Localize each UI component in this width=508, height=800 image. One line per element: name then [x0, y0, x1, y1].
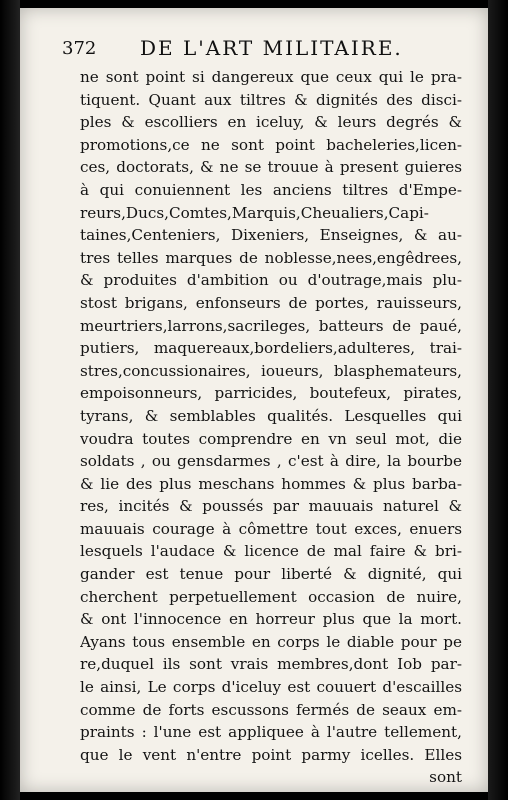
text-line: gander est tenue pour liberté & dignité, qui [80, 565, 462, 584]
text-line: lesquels l'audace & licence de mal faire & bri- [80, 542, 462, 561]
text-line: putiers, maquereaux,bordeliers,adulteres, trai- [80, 339, 462, 358]
text-line: praints : l'une est appliquee à l'autre tellement, [80, 723, 462, 742]
text-line: reurs,Ducs,Comtes,Marquis,Cheualiers,Capi- [80, 203, 429, 222]
book-gutter-shadow [0, 0, 20, 800]
text-line: ples & escolliers en iceluy, & leurs degrés & [80, 113, 462, 132]
text-line: res, incités & poussés par mauuais naturel & [80, 497, 462, 516]
catchword: sont [429, 768, 462, 787]
text-line: Ayans tous ensemble en corps le diable pour pe [80, 632, 462, 651]
text-line: ne sont point si dangereux que ceux qui le pra- [80, 68, 462, 86]
body-text [80, 66, 462, 788]
text-line: ces, doctorats, & ne se trouue à present guieres [80, 158, 462, 177]
text-line: le ainsi, Le corps d'iceluy est couuert d'escailles [80, 678, 462, 697]
page-edge-shadow [488, 0, 508, 800]
text-line: re,duquel ils sont vrais membres,dont Iob par- [80, 655, 462, 674]
text-line: à qui conuiennent les anciens tiltres d'Empe- [80, 180, 462, 199]
text-line: meurtriers,larrons,sacrileges, batteurs de paué, [80, 316, 462, 335]
page-header [62, 36, 462, 60]
text-line: promotions,ce ne sont point bacheleries,licen- [80, 135, 462, 154]
text-line: comme de forts escussons fermés de seaux em- [80, 700, 462, 719]
text-line: tres telles marques de noblesse,nees,engêdrees, [80, 248, 462, 267]
text-line: cherchent perpetuellement occasion de nuire, [80, 587, 462, 606]
text-line: & ont l'innocence en horreur plus que la mort. [80, 610, 462, 629]
text-line: que le vent n'entre point parmy icelles. Elles [80, 745, 462, 764]
book-page [20, 8, 488, 792]
text-line: taines,Centeniers, Dixeniers, Enseignes, & au- [80, 226, 462, 245]
text-line: tiquent. Quant aux tiltres & dignités des disci- [80, 90, 462, 109]
text-line: stres,concussionaires, ioueurs, blasphemateurs, [80, 361, 462, 380]
text-line: voudra toutes comprendre en vn seul mot, die [80, 429, 462, 448]
page-number: 372 [62, 38, 97, 59]
text-line: stost brigans, enfonseurs de portes, rauisseurs, [80, 293, 462, 312]
text-line: & lie des plus meschans hommes & plus barba- [80, 474, 462, 493]
text-line: tyrans, & semblables qualités. Lesquelles qui [80, 406, 462, 425]
text-line: soldats , ou gensdarmes , c'est à dire, la bourbe [80, 452, 462, 471]
text-line: empoisonneurs, parricides, boutefeux, pirates, [80, 384, 462, 403]
text-line: mauuais courage à cômettre tout exces, enuers [80, 519, 462, 538]
running-title: DE L'ART MILITAIRE. [140, 36, 403, 60]
text-line: & produites d'ambition ou d'outrage,mais plu- [80, 271, 462, 290]
